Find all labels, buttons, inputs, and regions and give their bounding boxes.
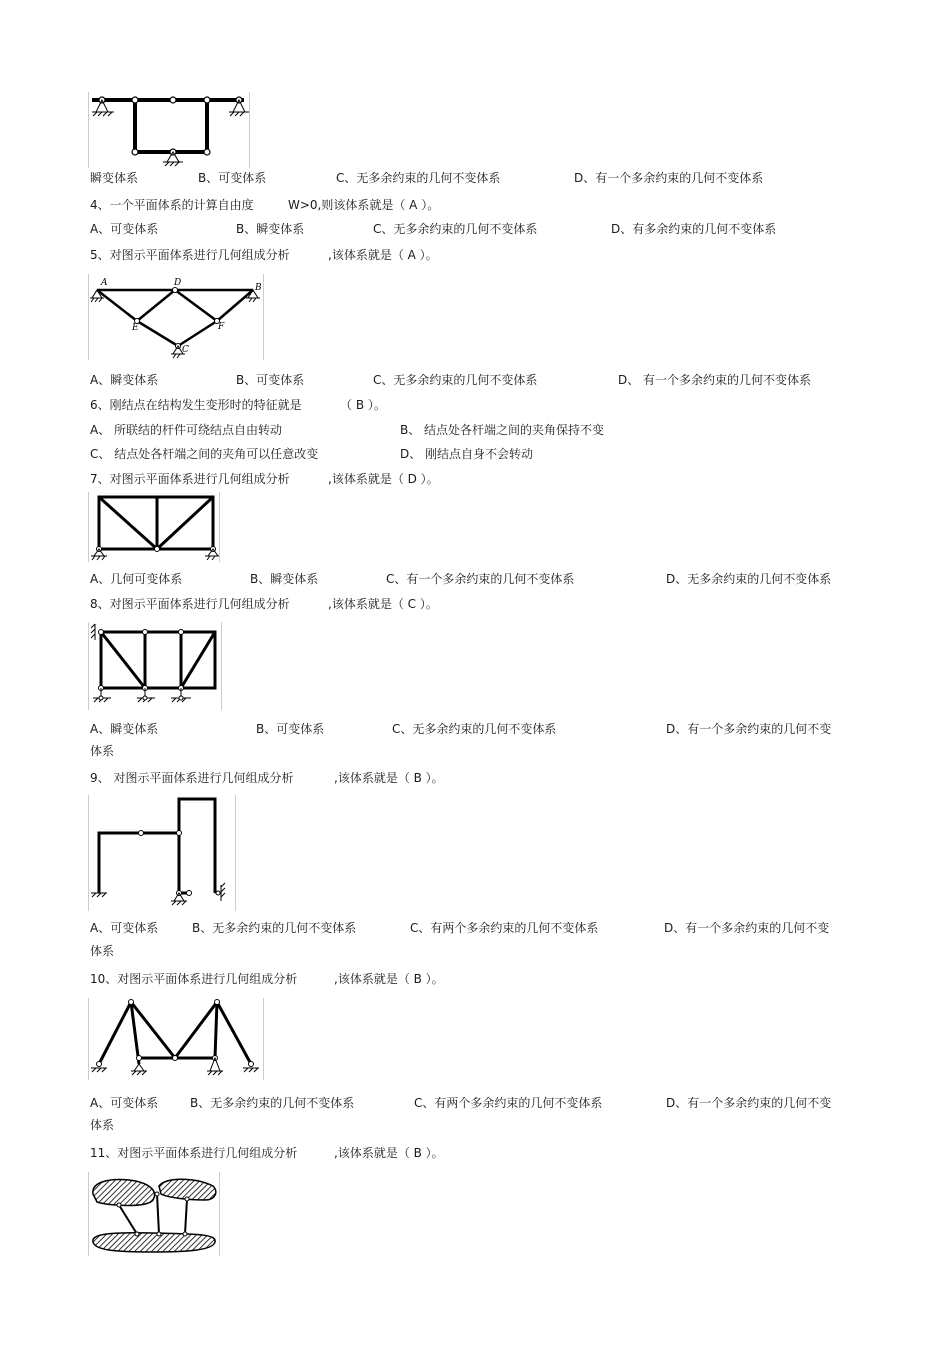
q8-option-d-wrap: 体系 [90, 744, 115, 758]
q9-stem-a: 9、 对图示平面体系进行几何组成分析 [90, 771, 294, 785]
fig-label-f: F [218, 322, 225, 332]
q4-stem-b: W>0,则该体系就是（ A ）。 [288, 198, 440, 212]
q4-option-b: B、瞬变体系 [236, 222, 305, 236]
q5-option-c: C、无多余约束的几何不变体系 [373, 373, 538, 387]
q9-option-a: A、可变体系 [90, 921, 159, 935]
fig-label-d: D [174, 278, 182, 288]
q11-stem-b: ,该体系就是（ B ）。 [334, 1146, 444, 1160]
q5-option-a: A、瞬变体系 [90, 373, 159, 387]
q9-option-d-wrap: 体系 [90, 944, 115, 958]
figure-q5 [88, 274, 264, 360]
q8-stem-b: ,该体系就是（ C ）。 [328, 597, 438, 611]
q6-option-a: A、 所联结的杆件可绕结点自由转动 [90, 423, 283, 437]
q3-option-b: B、可变体系 [198, 171, 267, 185]
figure-q7 [88, 492, 220, 562]
q3-option-d: D、有一个多余约束的几何不变体系 [574, 171, 764, 185]
q9-option-d: D、有一个多余约束的几何不变 [664, 921, 830, 935]
q10-stem-b: ,该体系就是（ B ）。 [334, 972, 444, 986]
figure-q11 [88, 1172, 220, 1256]
q4-option-a: A、可变体系 [90, 222, 159, 236]
q3-option-c: C、无多余约束的几何不变体系 [336, 171, 501, 185]
fig-label-a: A [101, 278, 108, 288]
q8-option-b: B、可变体系 [256, 722, 325, 736]
q6-stem-b: （ B ）。 [340, 398, 386, 412]
q7-stem-b: ,该体系就是（ D ）。 [328, 472, 439, 486]
figure-q9 [88, 795, 236, 911]
q8-option-a: A、瞬变体系 [90, 722, 159, 736]
q4-option-d: D、有多余约束的几何不变体系 [611, 222, 777, 236]
q8-option-c: C、无多余约束的几何不变体系 [392, 722, 557, 736]
q10-option-c: C、有两个多余约束的几何不变体系 [414, 1096, 603, 1110]
figure-q8 [88, 622, 222, 710]
q9-option-c: C、有两个多余约束的几何不变体系 [410, 921, 599, 935]
q6-stem-a: 6、刚结点在结构发生变形时的特征就是 [90, 398, 302, 412]
q7-stem-a: 7、对图示平面体系进行几何组成分析 [90, 472, 290, 486]
figure-q10 [88, 998, 264, 1080]
q6-option-c: C、 结点处各杆端之间的夹角可以任意改变 [90, 447, 319, 461]
q5-option-b: B、可变体系 [236, 373, 305, 387]
q4-stem-a: 4、一个平面体系的计算自由度 [90, 198, 254, 212]
q7-option-b: B、瞬变体系 [250, 572, 319, 586]
q10-option-b: B、无多余约束的几何不变体系 [190, 1096, 355, 1110]
q10-option-d: D、有一个多余约束的几何不变 [666, 1096, 832, 1110]
q3-option-a: 瞬变体系 [90, 171, 139, 185]
figure-q3 [88, 92, 250, 168]
q6-option-b: B、 结点处各杆端之间的夹角保持不变 [400, 423, 605, 437]
fig-label-c: C [182, 345, 189, 355]
q5-option-d: D、 有一个多余约束的几何不变体系 [618, 373, 812, 387]
q6-option-d: D、 刚结点自身不会转动 [400, 447, 534, 461]
q5-stem-b: ,该体系就是（ A ）。 [328, 248, 438, 262]
q8-stem-a: 8、对图示平面体系进行几何组成分析 [90, 597, 290, 611]
q10-option-a: A、可变体系 [90, 1096, 159, 1110]
q9-option-b: B、无多余约束的几何不变体系 [192, 921, 357, 935]
q10-stem-a: 10、对图示平面体系进行几何组成分析 [90, 972, 298, 986]
fig-label-e: E [132, 323, 139, 333]
fig-label-b: B [255, 283, 262, 293]
q9-stem-b: ,该体系就是（ B ）。 [334, 771, 444, 785]
q7-option-a: A、几何可变体系 [90, 572, 183, 586]
q7-option-c: C、有一个多余约束的几何不变体系 [386, 572, 575, 586]
q5-stem-a: 5、对图示平面体系进行几何组成分析 [90, 248, 290, 262]
q8-option-d: D、有一个多余约束的几何不变 [666, 722, 832, 736]
q11-stem-a: 11、对图示平面体系进行几何组成分析 [90, 1146, 298, 1160]
q7-option-d: D、无多余约束的几何不变体系 [666, 572, 832, 586]
q10-option-d-wrap: 体系 [90, 1118, 115, 1132]
q4-option-c: C、无多余约束的几何不变体系 [373, 222, 538, 236]
